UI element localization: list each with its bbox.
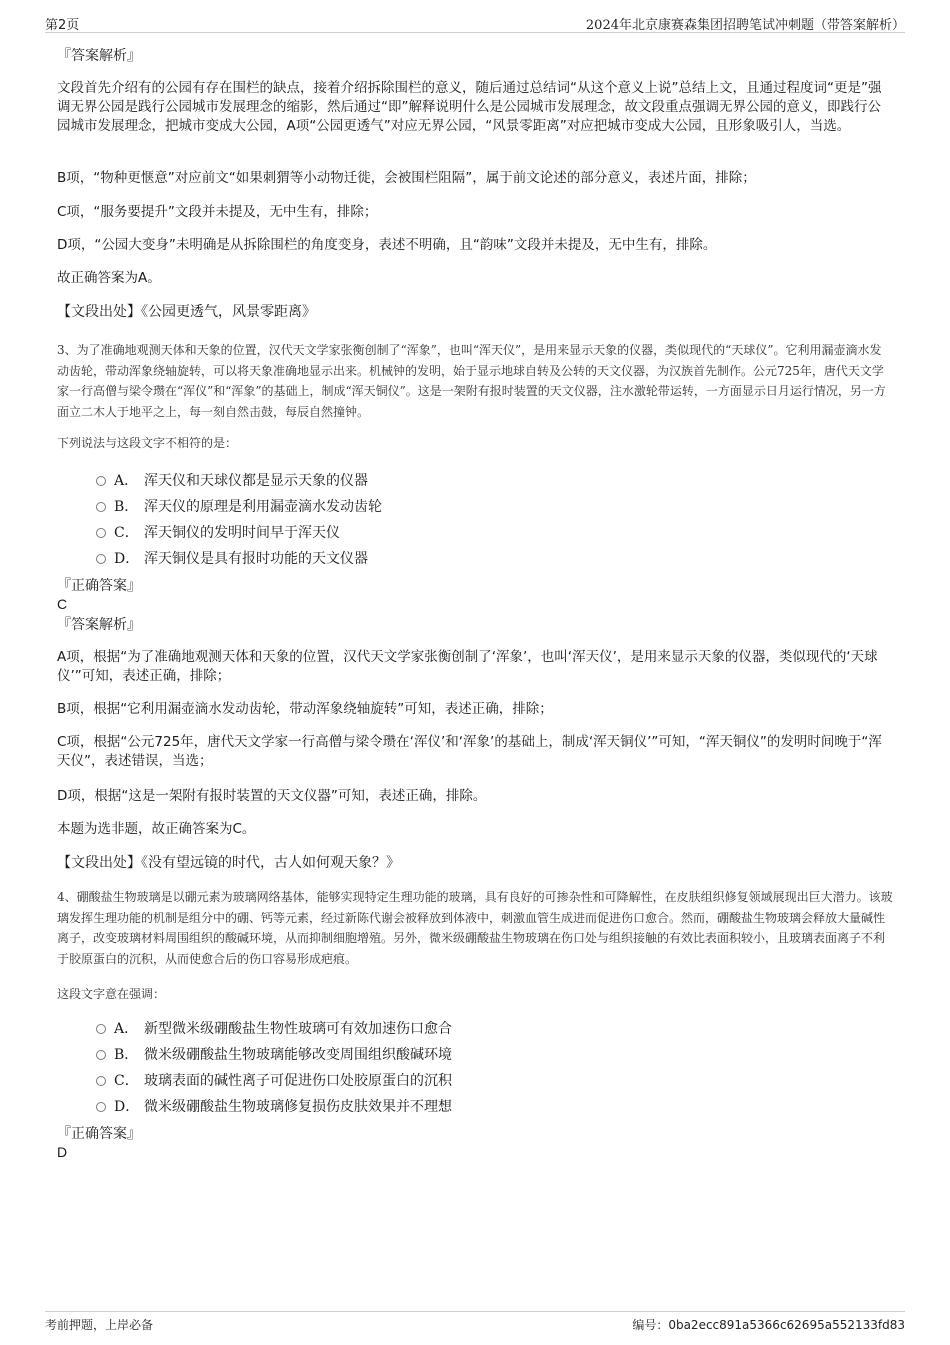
option-text: 微米级硼酸盐生物玻璃修复损伤皮肤效果并不理想 — [144, 1099, 452, 1115]
radio-icon[interactable] — [96, 554, 106, 564]
q3-analysis-para-b: B项，根据“它利用漏壶滴水发动齿轮，带动浑象绕轴旋转”可知，表述正确，排除； — [57, 701, 553, 717]
q4-option-b[interactable] — [96, 1044, 856, 1064]
q3-answer: C — [57, 596, 68, 612]
option-letter: A． — [114, 1021, 139, 1037]
radio-icon[interactable] — [96, 1024, 106, 1034]
option-letter: C． — [114, 1073, 139, 1089]
radio-icon[interactable] — [96, 1102, 106, 1112]
option-letter: B． — [114, 1047, 139, 1063]
q4-question: 这段文字意在强调： — [57, 987, 166, 1001]
option-text: 浑天铜仪是具有报时功能的天文仪器 — [144, 551, 368, 567]
q4-answer-label: 『正确答案』 — [57, 1126, 141, 1142]
option-letter: D． — [114, 551, 140, 567]
q2-analysis-label: 『答案解析』 — [57, 48, 141, 64]
option-text: 浑天铜仪的发明时间早于浑天仪 — [144, 525, 340, 541]
q3-option-c[interactable] — [96, 522, 856, 542]
page-number: 第2页 — [45, 18, 80, 33]
q4-passage: 4、硼酸盐生物玻璃是以硼元素为玻璃网络基体，能够实现特定生理功能的玻璃，具有良好的可掺杂性和可降解性，在皮肤组织修复领域展现出巨大潜力。该玻璃发挥生理功能的机制是组分中的硼、钙等元素，经过新陈代谢会被释放到体液中，刺激血管生成进而促进伤口愈合。然而，硼酸盐生物玻璃会释放大量碱性离子，改变玻璃材料周围组织的酸碱环境，从而抑制细胞增殖。另外，微米级硼酸盐生物玻璃在伤口处与组织接触的有效比表面积较小，且玻璃表面离子不利于胶原蛋白的沉积，从而使愈合后的伤口容易形成疤痕。 — [57, 890, 893, 966]
q3-passage: 3、为了准确地观测天体和天象的位置，汉代天文学家张衡创制了“浑象”，也叫“浑天仪”，是用来显示天象的仪器，类似现代的“天球仪”。它利用漏壶滴水发动齿轮，带动浑象绕轴旋转，可以将天象准确地显示出来。机械钟的发明，始于显示地球自转及公转的天文仪器，为汉族首先制作。公元725年，唐代天文学家一行高僧与梁令瓒在“浑仪”和“浑象”的基础上，制成“浑天铜仪”。这是一架附有报时装置的天文仪器，注水激轮带运转，一方面显示日月运行情况，另一方面立二木人于地平之上，每一刻自然击鼓，每辰自然撞钟。 — [57, 343, 886, 419]
q2-analysis-para-b: B项，“物种更惬意”对应前文“如果刺猬等小动物迁徙，会被围栏阻隔”，属于前文论述的部分意义，表述片面，排除； — [57, 170, 756, 186]
radio-icon[interactable] — [96, 528, 106, 538]
option-letter: B． — [114, 499, 139, 515]
radio-icon[interactable] — [96, 1076, 106, 1086]
q3-source: 【文段出处】《没有望远镜的时代，古人如何观天象？》 — [57, 855, 400, 871]
q2-analysis-para-a: 文段首先介绍有的公园有存在围栏的缺点，接着介绍拆除围栏的意义，随后通过总结词“从这个意义上说”总结上文，且通过程度词“更是”强调无界公园是践行公园城市发展理念的缩影，然后通过“即”解释说明什么是公园城市发展理念，故文段重点强调无界公园的意义，即践行公园城市发展理念，把城市变成大公园，A项“公园更透气”对应无界公园，“风景零距离”对应把城市变成大公园，且形象吸引人，当选。 — [57, 80, 882, 134]
q2-analysis-conclusion: 故正确答案为A。 — [57, 270, 161, 286]
option-letter: A． — [114, 473, 139, 489]
q3-option-b[interactable] — [96, 496, 856, 516]
footer-slogan: 考前押题，上岸必备 — [45, 1318, 154, 1332]
q3-option-d[interactable] — [96, 548, 856, 568]
q3-question: 下列说法与这段文字不相符的是： — [57, 436, 238, 450]
option-text: 浑天仪和天球仪都是显示天象的仪器 — [144, 473, 368, 489]
q3-option-a[interactable] — [96, 470, 856, 490]
q3-analysis-label: 『答案解析』 — [57, 617, 141, 633]
q3-analysis-para-c: C项，根据“公元725年，唐代天文学家一行高僧与梁令瓒在‘浑仪’和‘浑象’的基础上，制成‘浑天铜仪’”可知，“浑天铜仪”的发明时间晚于“浑天仪”，表述错误，当选； — [57, 734, 882, 769]
q4-answer: D — [57, 1144, 68, 1160]
q3-answer-label: 『正确答案』 — [57, 578, 141, 594]
page-header — [45, 12, 905, 33]
option-text: 浑天仪的原理是利用漏壶滴水发动齿轮 — [144, 499, 382, 515]
option-text: 新型微米级硼酸盐生物性玻璃可有效加速伤口愈合 — [144, 1021, 452, 1037]
page-footer — [45, 1311, 905, 1334]
radio-icon[interactable] — [96, 476, 106, 486]
option-letter: C． — [114, 525, 139, 541]
q3-analysis-para-d: D项，根据“这是一架附有报时装置的天文仪器”可知，表述正确，排除。 — [57, 788, 487, 804]
radio-icon[interactable] — [96, 1050, 106, 1060]
option-text: 玻璃表面的碱性离子可促进伤口处胶原蛋白的沉积 — [144, 1073, 452, 1089]
q3-analysis-para-a: A项，根据“为了准确地观测天体和天象的位置，汉代天文学家张衡创制了‘浑象’，也叫‘浑天仪’，是用来显示天象的仪器，类似现代的‘天球仪’”可知，表述正确，排除； — [57, 649, 878, 684]
q2-source: 【文段出处】《公园更透气，风景零距离》 — [57, 304, 316, 320]
radio-icon[interactable] — [96, 502, 106, 512]
q4-option-c[interactable] — [96, 1070, 856, 1090]
q4-option-d[interactable] — [96, 1096, 856, 1116]
option-text: 微米级硼酸盐生物玻璃能够改变周围组织酸碱环境 — [144, 1047, 452, 1063]
option-letter: D． — [114, 1099, 140, 1115]
document-id: 编号：0ba2ecc891a5366c62695a552133fd83 — [632, 1318, 905, 1332]
q4-option-a[interactable] — [96, 1018, 856, 1038]
document-title: 2024年北京康赛森集团招聘笔试冲刺题（带答案解析） — [585, 18, 905, 33]
q2-analysis-para-c: C项，“服务要提升”文段并未提及，无中生有，排除； — [57, 204, 378, 220]
q2-analysis-para-d: D项，“公园大变身”未明确是从拆除围栏的角度变身，表述不明确，且“韵味”文段并未提及，无中生有，排除。 — [57, 237, 717, 253]
q3-analysis-conclusion: 本题为选非题，故正确答案为C。 — [57, 821, 256, 837]
